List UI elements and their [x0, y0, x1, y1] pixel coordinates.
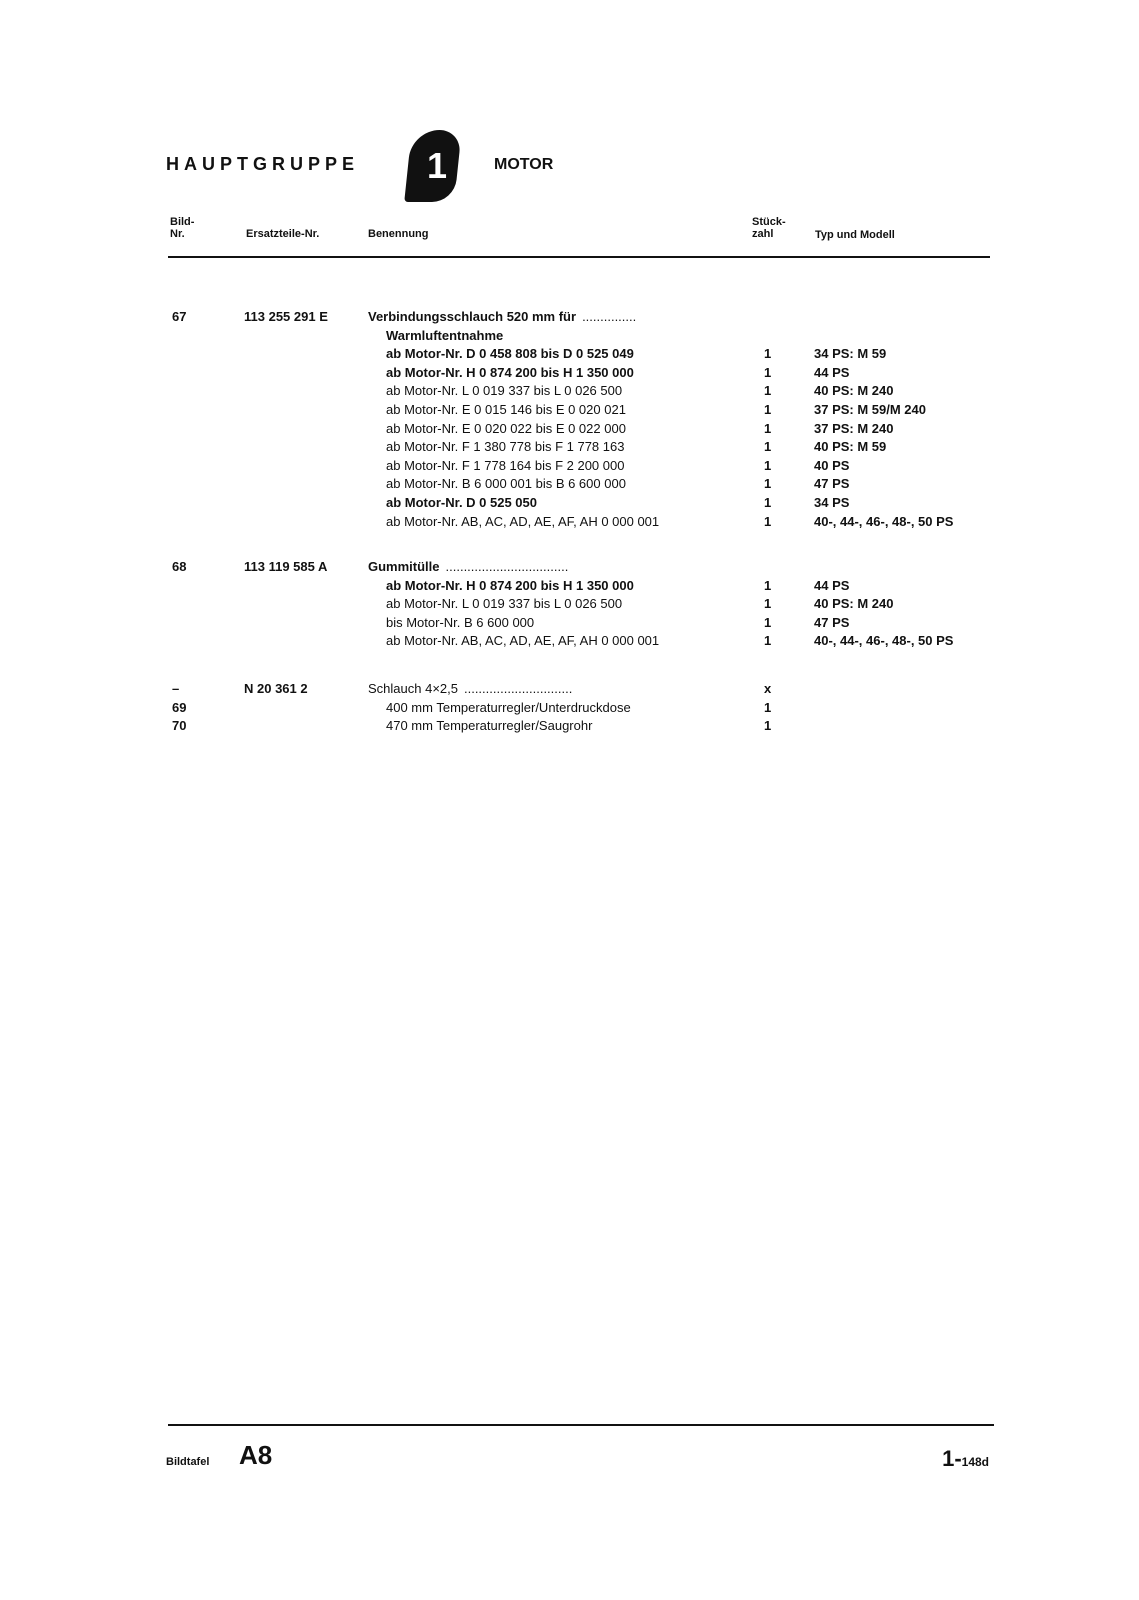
- group-number-badge: [404, 130, 462, 202]
- footer-rule: [168, 1424, 994, 1426]
- cell-typ-modell: 34 PS: M 59: [814, 346, 887, 362]
- cell-bild-nr: 69: [172, 699, 187, 715]
- cell-stueckzahl: 1: [764, 439, 772, 455]
- header-stueck-line1: Stück-: [752, 216, 786, 228]
- cell-bild-nr: 67: [172, 309, 187, 324]
- cell-benennung: Schlauch 4×2,5: [368, 681, 458, 696]
- cell-stueckzahl: 1: [764, 513, 772, 529]
- header-rule: [168, 256, 990, 258]
- header-bild-line2: Nr.: [170, 228, 185, 240]
- cell-benennung: ab Motor-Nr. D 0 525 050: [386, 495, 537, 510]
- header-typ-modell: Typ und Modell: [815, 229, 895, 241]
- cell-typ-modell: 44 PS: [814, 577, 850, 593]
- cell-typ-modell: 40 PS: M 240: [814, 383, 894, 399]
- cell-benennung: ab Motor-Nr. H 0 874 200 bis H 1 350 000: [386, 364, 634, 380]
- cell-stueckzahl: 1: [764, 383, 772, 399]
- leader-dots: ...............: [582, 309, 637, 324]
- cell-benennung: 400 mm Temperaturregler/Unterdruckdose: [386, 699, 631, 715]
- footer-plate-number: A8: [239, 1440, 273, 1470]
- cell-benennung: 470 mm Temperaturregler/Saugrohr: [386, 718, 593, 734]
- group-name: MOTOR: [494, 156, 554, 173]
- header-bild-nr: [170, 216, 194, 240]
- cell-benennung: ab Motor-Nr. E 0 015 146 bis E 0 020 021: [386, 402, 626, 417]
- cell-benennung: ab Motor-Nr. L 0 019 337 bis L 0 026 500: [386, 383, 623, 399]
- header-benennung: Benennung: [368, 228, 429, 240]
- cell-benennung: ab Motor-Nr. B 6 000 001 bis B 6 600 000: [386, 476, 626, 492]
- cell-typ-modell: 44 PS: [814, 364, 850, 380]
- main-group-label: HAUPTGRUPPE: [166, 154, 360, 174]
- cell-benennung: ab Motor-Nr. AB, AC, AD, AE, AF, AH 0 000 001: [386, 633, 660, 649]
- cell-benennung: ab Motor-Nr. L 0 019 337 bis L 0 026 500: [386, 596, 623, 612]
- cell-bild-nr: 68: [172, 559, 187, 574]
- cell-stueckzahl: 1: [764, 402, 772, 417]
- cell-benennung: ab Motor-Nr. D 0 458 808 bis D 0 525 049: [386, 346, 634, 362]
- cell-benennung: bis Motor-Nr. B 6 600 000: [386, 614, 535, 630]
- cell-stueckzahl: 1: [764, 420, 772, 436]
- cell-stueckzahl: 1: [764, 495, 772, 510]
- cell-typ-modell: 37 PS: M 59/M 240: [814, 402, 926, 417]
- cell-stueckzahl: 1: [764, 596, 772, 612]
- cell-benennung: ab Motor-Nr. F 1 380 778 bis F 1 778 163: [386, 439, 625, 455]
- page-number-sub: 148d: [961, 1455, 989, 1469]
- page-number-main: 1-: [942, 1446, 962, 1471]
- header-stueckzahl: [752, 216, 786, 240]
- cell-benennung: ab Motor-Nr. AB, AC, AD, AE, AF, AH 0 000 001: [386, 513, 660, 529]
- cell-part-number: 113 255 291 E: [244, 309, 328, 324]
- group-number: 1: [426, 145, 448, 186]
- footer-page-number: [942, 1446, 989, 1472]
- cell-stueckzahl: 1: [764, 614, 772, 630]
- header-ersatzteil-nr: Ersatzteile-Nr.: [246, 228, 320, 240]
- cell-benennung: Verbindungsschlauch 520 mm für: [368, 309, 577, 324]
- cell-stueckzahl: 1: [764, 718, 772, 734]
- cell-typ-modell: 40 PS: [814, 457, 850, 473]
- cell-benennung: ab Motor-Nr. H 0 874 200 bis H 1 350 000: [386, 577, 634, 593]
- cell-stueckzahl: 1: [764, 577, 772, 593]
- cell-bild-nr: 70: [172, 718, 187, 734]
- cell-typ-modell: 40-, 44-, 46-, 48-, 50 PS: [814, 633, 954, 649]
- cell-typ-modell: 34 PS: [814, 495, 850, 510]
- cell-benennung: ab Motor-Nr. E 0 020 022 bis E 0 022 000: [386, 420, 626, 436]
- header-stueck-line2: zahl: [752, 228, 774, 240]
- cell-stueckzahl: 1: [764, 476, 772, 492]
- cell-bild-nr: –: [172, 681, 180, 696]
- cell-part-number: 113 119 585 A: [244, 559, 328, 574]
- cell-benennung: ab Motor-Nr. F 1 778 164 bis F 2 200 000: [386, 457, 625, 473]
- cell-typ-modell: 47 PS: [814, 614, 850, 630]
- cell-benennung: Gummitülle: [368, 559, 440, 574]
- cell-typ-modell: 40 PS: M 59: [814, 439, 887, 455]
- cell-typ-modell: 47 PS: [814, 476, 850, 492]
- cell-stueckzahl: 1: [764, 633, 772, 649]
- cell-typ-modell: 40 PS: M 240: [814, 596, 894, 612]
- cell-benennung: Warmluftentnahme: [386, 327, 504, 343]
- cell-part-number: N 20 361 2: [244, 681, 308, 696]
- cell-stueckzahl: 1: [764, 457, 772, 473]
- leader-dots: ..................................: [445, 559, 569, 574]
- cell-stueckzahl: 1: [764, 364, 772, 380]
- footer-label: Bildtafel: [166, 1456, 210, 1468]
- cell-typ-modell: 37 PS: M 240: [814, 420, 894, 436]
- cell-stueckzahl: 1: [764, 699, 772, 715]
- cell-typ-modell: 40-, 44-, 46-, 48-, 50 PS: [814, 513, 954, 529]
- cell-stueckzahl: x: [764, 681, 772, 696]
- leader-dots: ..............................: [463, 681, 573, 696]
- header-bild-line1: Bild-: [170, 216, 195, 228]
- cell-stueckzahl: 1: [764, 346, 772, 362]
